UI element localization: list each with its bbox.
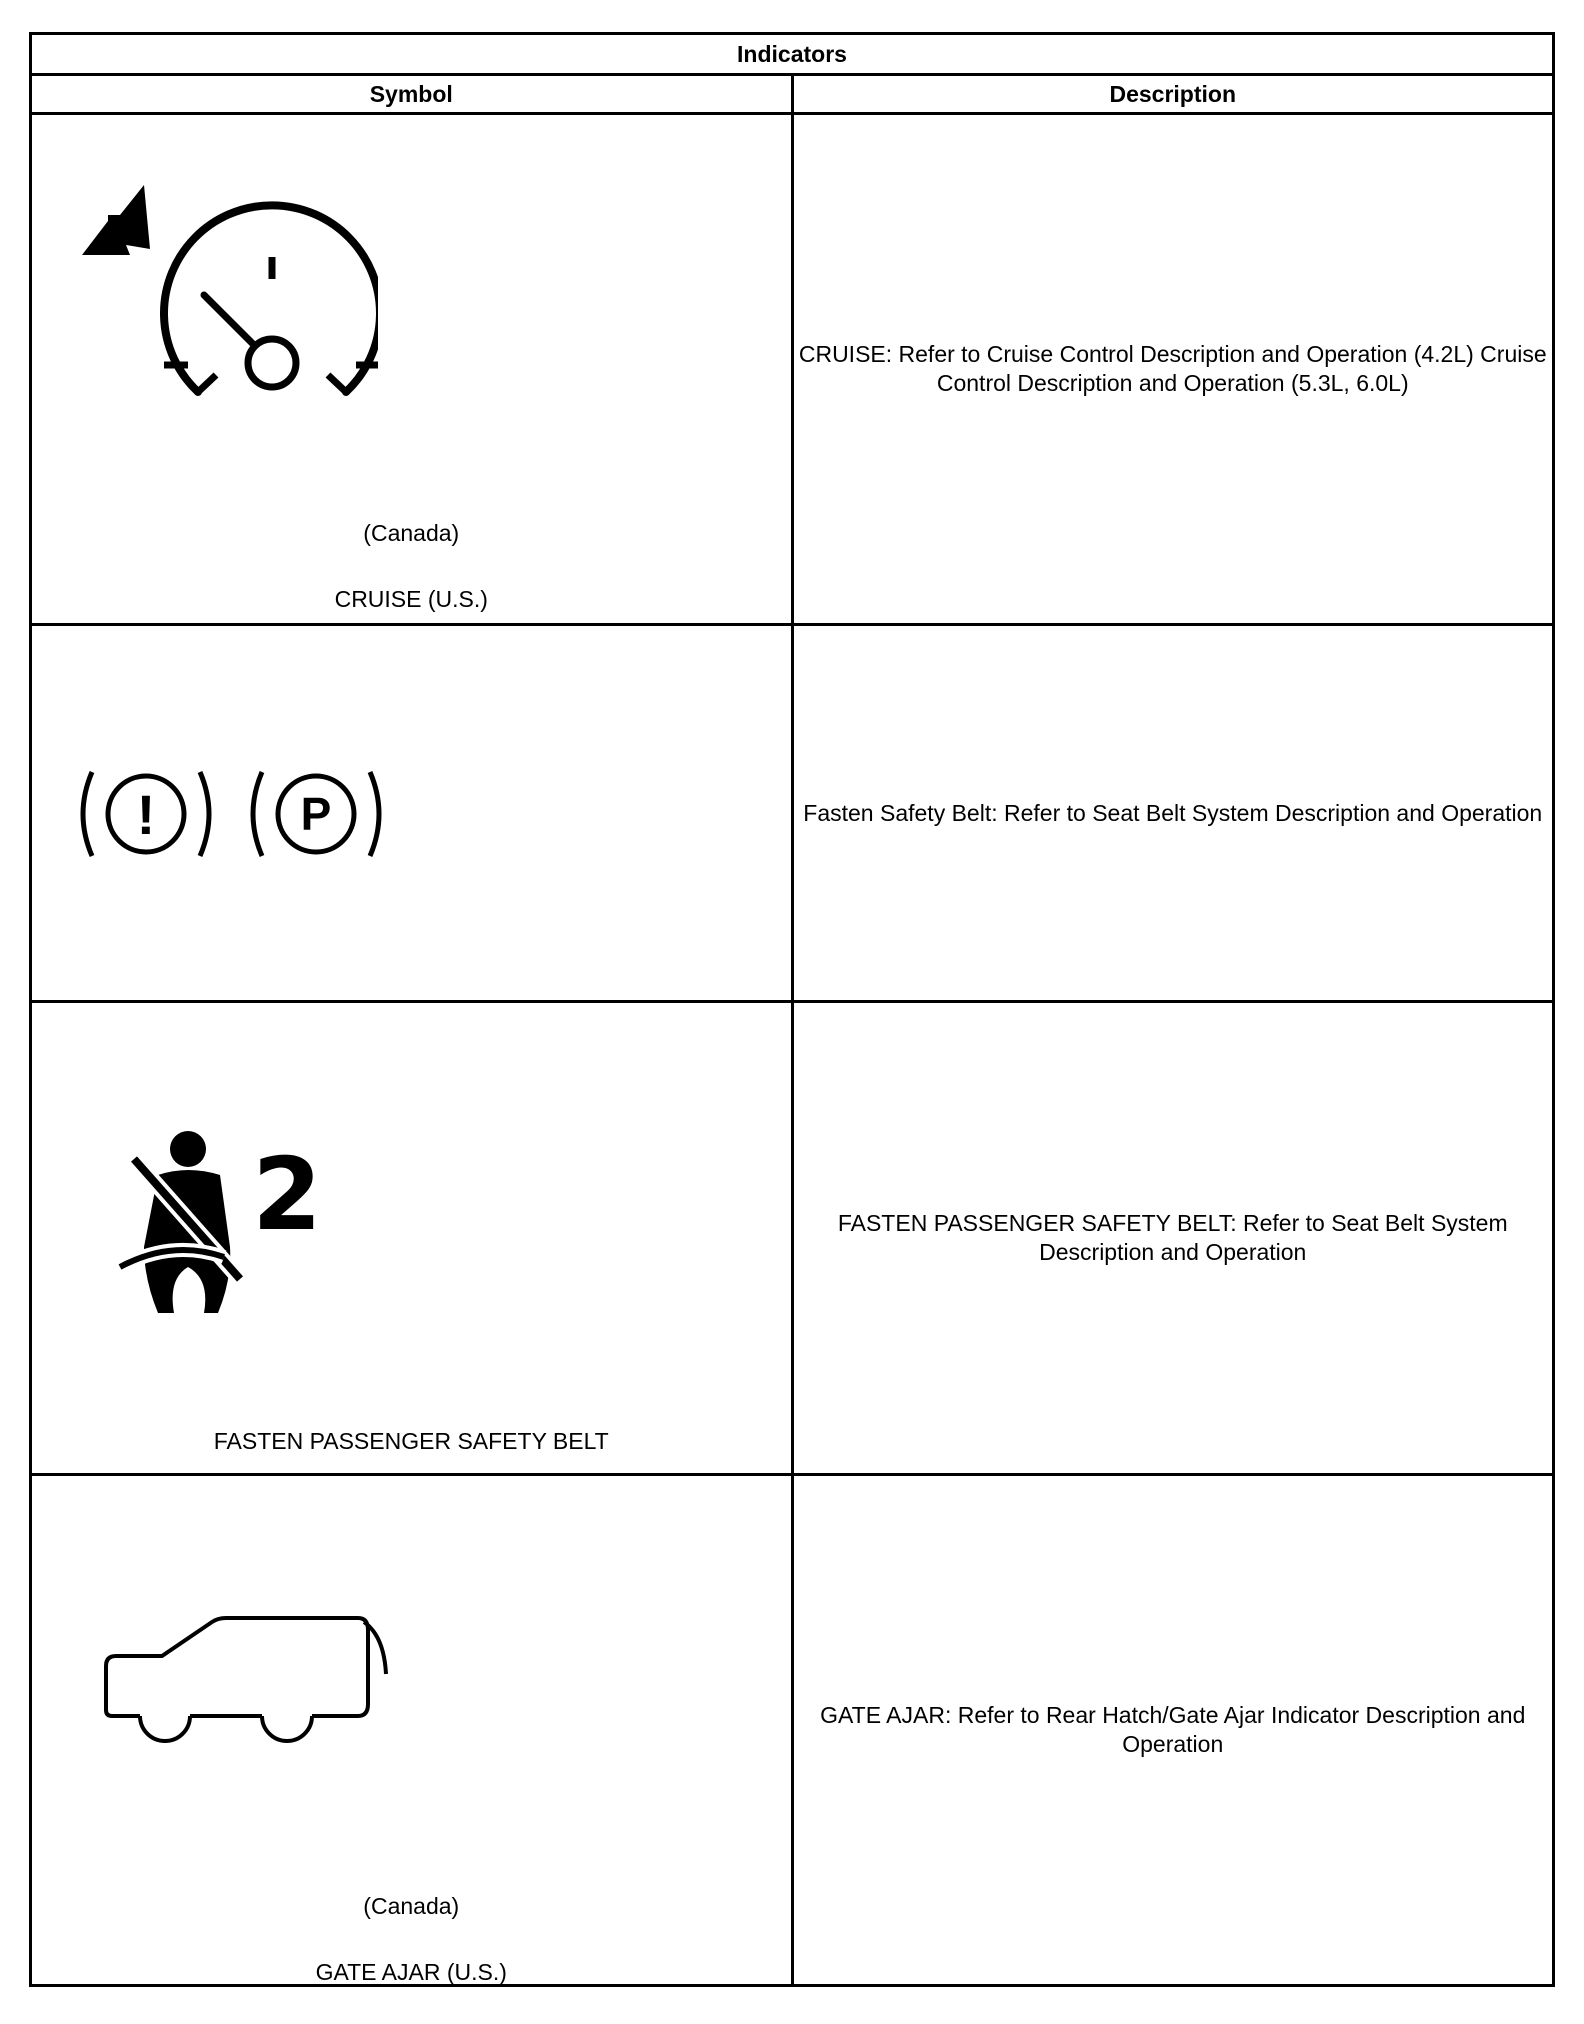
table-title: Indicators xyxy=(31,34,1554,75)
indicators-table xyxy=(29,32,1555,1987)
description-cell: GATE AJAR: Refer to Rear Hatch/Gate Ajar Indicator Description and Operation xyxy=(792,1475,1554,1986)
symbol-caption: GATE AJAR (U.S.) xyxy=(315,1959,507,1985)
symbol-caption: (Canada) xyxy=(363,520,460,546)
brake-warning-icons xyxy=(72,760,392,870)
seatbelt-number-glyph: 2 xyxy=(252,1136,322,1253)
symbol-caption: FASTEN PASSENGER SAFETY BELT xyxy=(213,1428,609,1454)
symbol-caption: CRUISE (U.S.) xyxy=(334,586,488,612)
symbol-cell xyxy=(31,1002,793,1475)
table-row xyxy=(31,625,1554,1002)
exclamation-glyph: ! xyxy=(136,783,156,846)
cruise-speedometer-icon xyxy=(78,175,378,445)
description-cell: CRUISE: Refer to Cruise Control Description and Operation (4.2L) Cruise Control Description and Operation (5.3L, 6.0L) xyxy=(792,114,1554,625)
table-row xyxy=(31,114,1554,625)
symbol-caption: (Canada) xyxy=(363,1893,460,1919)
symbol-cell xyxy=(31,625,793,1002)
park-glyph: P xyxy=(300,788,332,840)
passenger-seatbelt-icon xyxy=(112,1129,362,1319)
table-row xyxy=(31,1002,1554,1475)
description-cell: Fasten Safety Belt: Refer to Seat Belt System Description and Operation xyxy=(792,625,1554,1002)
suv-gate-ajar-icon xyxy=(102,1606,392,1756)
column-header-symbol: Symbol xyxy=(31,75,793,114)
symbol-cell xyxy=(31,1475,793,1986)
symbol-cell xyxy=(31,114,793,625)
description-cell: FASTEN PASSENGER SAFETY BELT: Refer to Seat Belt System Description and Operation xyxy=(792,1002,1554,1475)
column-header-description: Description xyxy=(792,75,1554,114)
table-row xyxy=(31,1475,1554,1986)
